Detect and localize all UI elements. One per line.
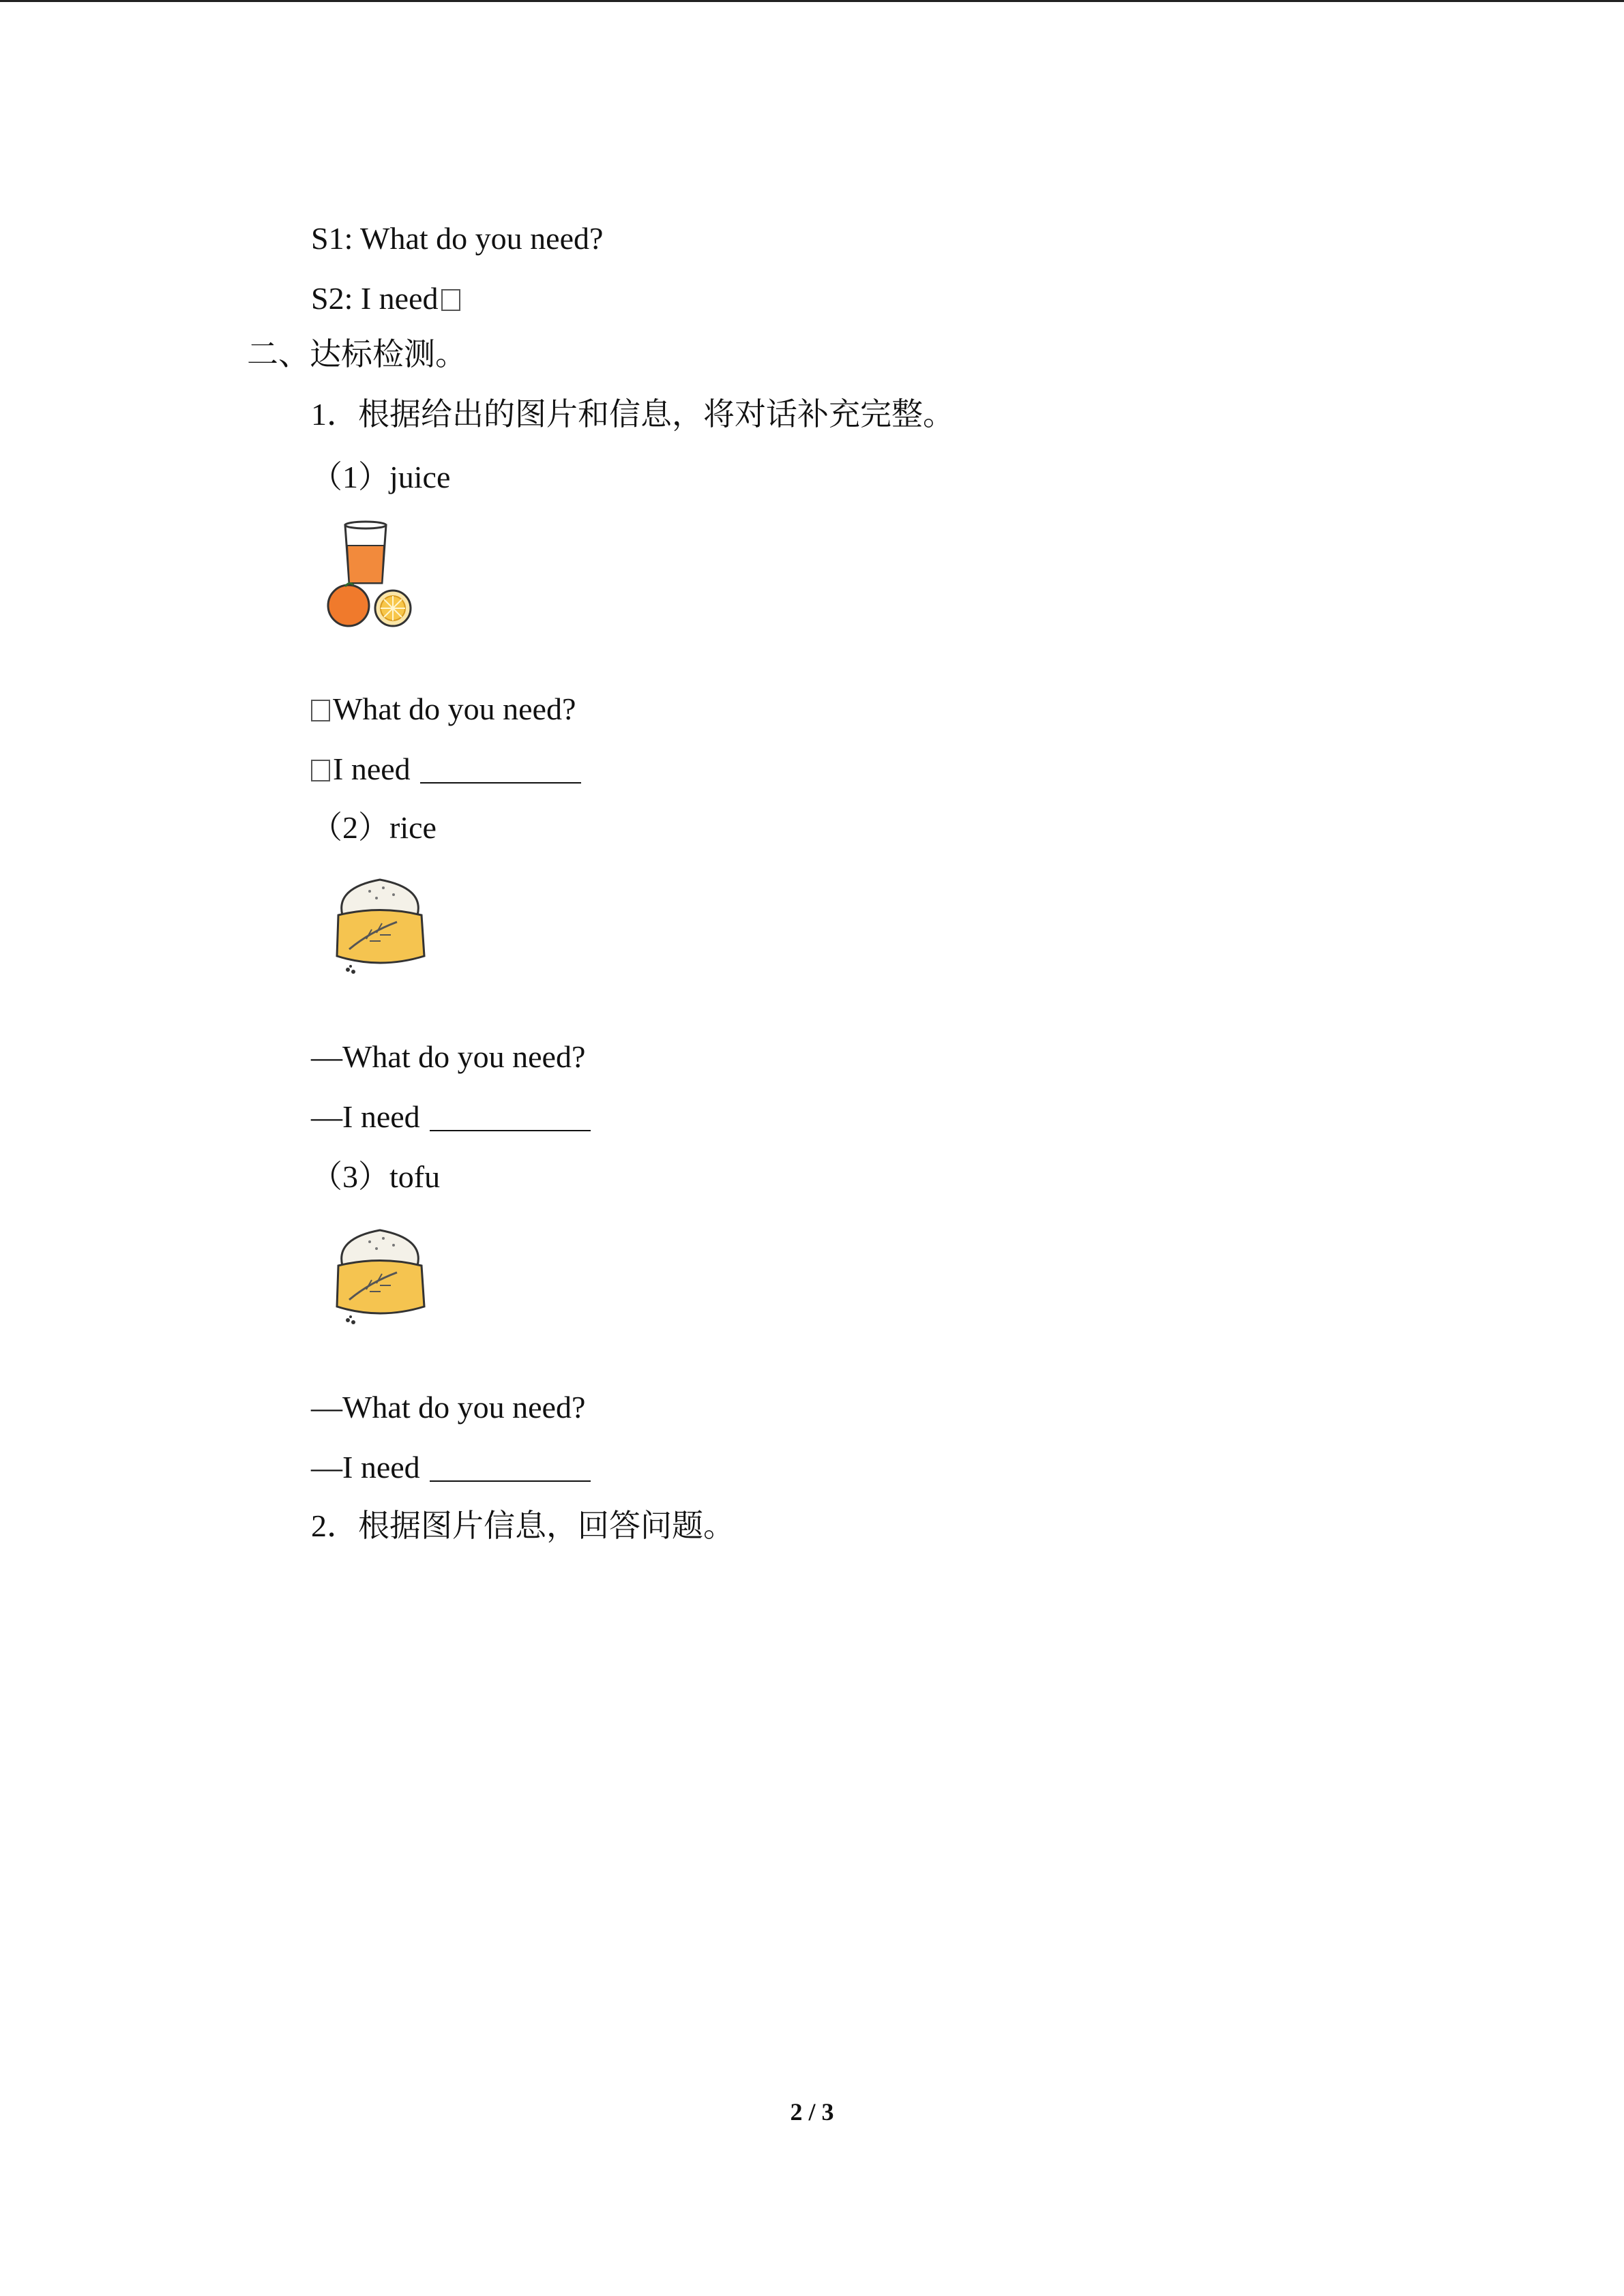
rice-sack-icon — [329, 1218, 431, 1334]
item-1-answer — [311, 749, 581, 790]
item-3-question — [311, 1387, 585, 1428]
item-3-question-text: What do you need? — [342, 1390, 586, 1425]
item-2-label — [311, 807, 437, 848]
item-3-answer — [311, 1447, 591, 1488]
item-1-label-text: （1）juice — [311, 460, 451, 494]
placeholder-box — [441, 289, 460, 311]
item-2-answer — [311, 1097, 591, 1137]
section-2-title — [247, 334, 467, 375]
item-2-question — [311, 1037, 585, 1077]
dialogue-s1 — [311, 218, 603, 259]
item-2-question-text: What do you need? — [342, 1039, 586, 1074]
answer-blank[interactable] — [430, 1103, 591, 1131]
q2-instruction-text: 2．根据图片信息，回答问题。 — [311, 1508, 735, 1543]
item-3-answer-text: I need — [342, 1450, 420, 1485]
item-1-question — [311, 689, 576, 730]
item-3-label — [311, 1157, 440, 1197]
q1-instruction — [311, 394, 954, 435]
dialogue-s2-text: S2: I need — [311, 281, 439, 316]
answer-blank[interactable] — [420, 755, 581, 784]
item-1-question-text: What do you need? — [333, 691, 576, 726]
dash-mark: — — [311, 1039, 342, 1074]
dash-mark: — — [311, 1099, 342, 1134]
item-3-label-text: （3）tofu — [311, 1159, 441, 1194]
top-border — [0, 0, 1624, 2]
placeholder-box — [311, 700, 330, 721]
item-1-answer-text: I need — [333, 751, 411, 786]
answer-blank[interactable] — [430, 1453, 591, 1482]
q2-instruction — [311, 1506, 735, 1547]
juice-glass-oranges-icon — [318, 518, 420, 634]
rice-sack-icon — [329, 867, 431, 983]
item-1-label — [311, 457, 450, 498]
placeholder-box — [311, 760, 330, 781]
q1-instruction-text: 1．根据给出的图片和信息，将对话补充完整。 — [311, 397, 954, 432]
page-number: 2 / 3 — [790, 2098, 834, 2126]
dialogue-s1-text: S1: What do you need? — [311, 221, 604, 256]
section-title-text: 二、达标检测。 — [247, 337, 467, 372]
item-2-answer-text: I need — [342, 1099, 420, 1134]
item-2-label-text: （2）rice — [311, 810, 437, 845]
dash-mark: — — [311, 1450, 342, 1485]
dash-mark: — — [311, 1390, 342, 1425]
dialogue-s2 — [311, 278, 463, 319]
